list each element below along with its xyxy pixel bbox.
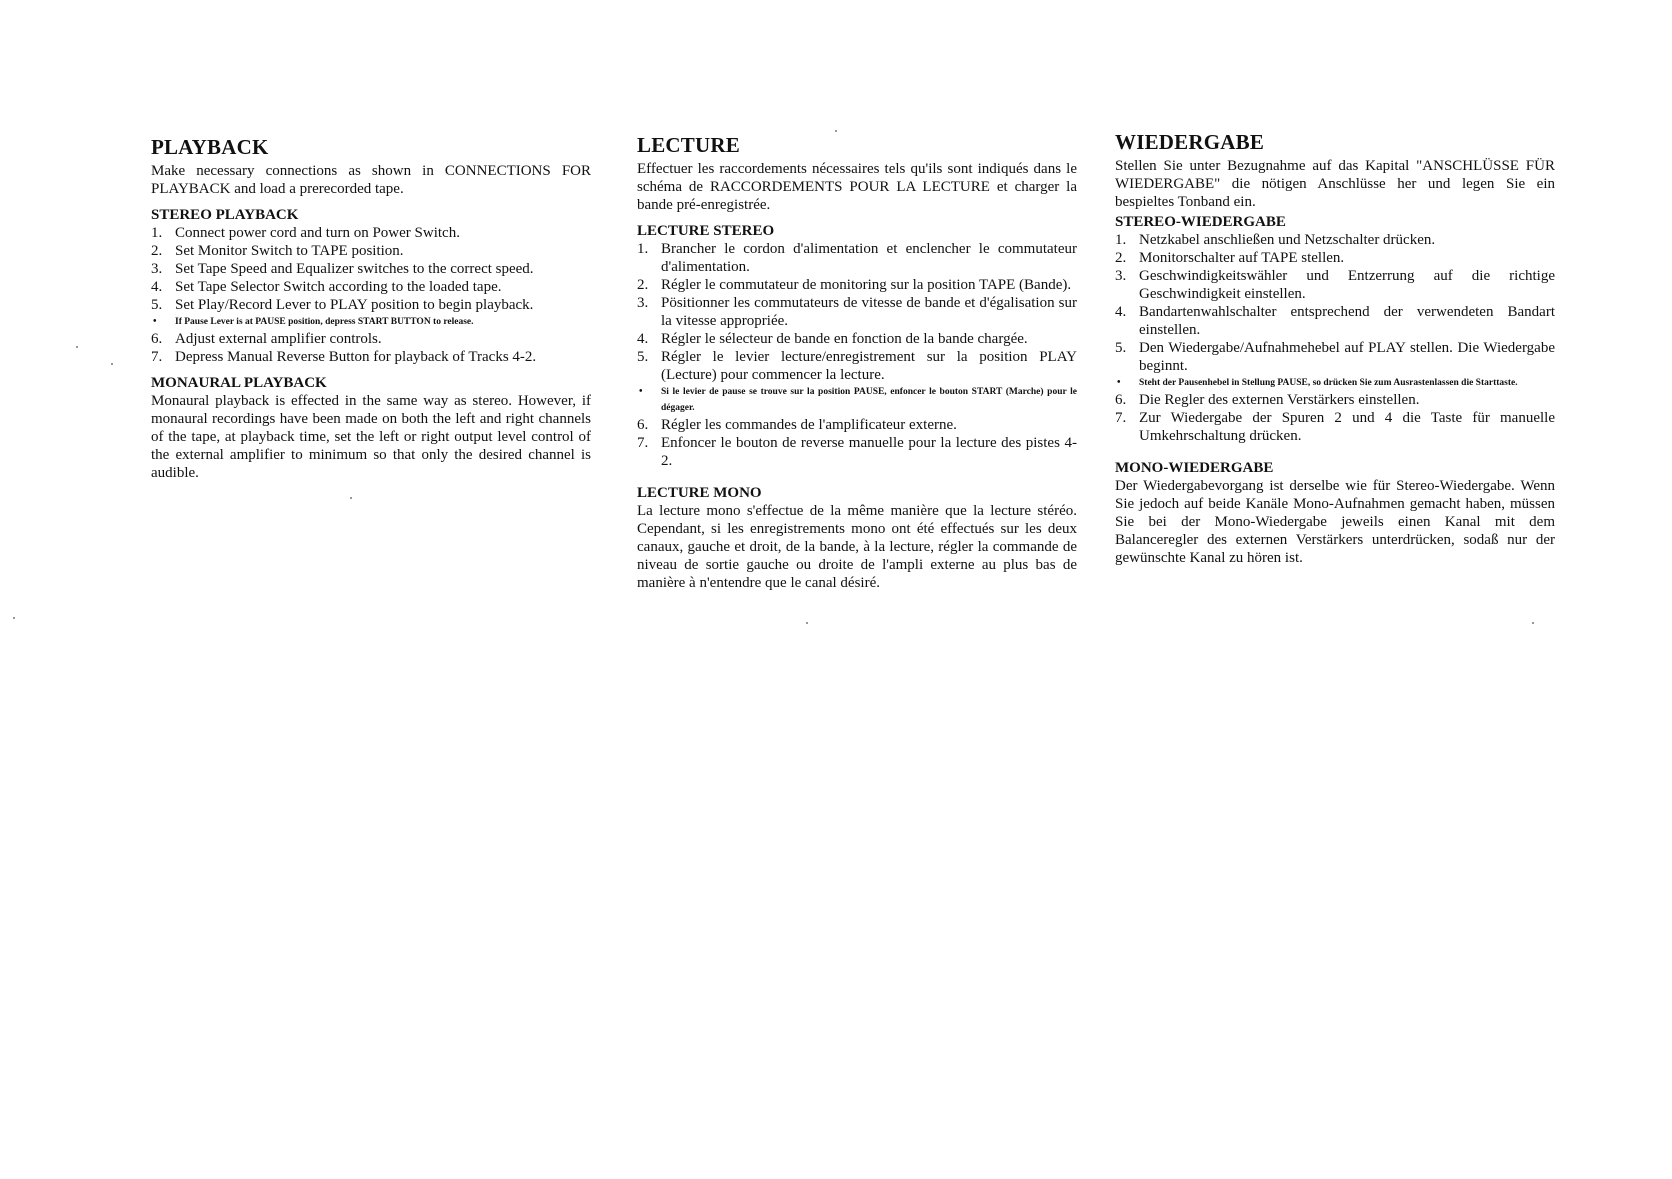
- french-step: 4. Régler le sélecteur de bande en fonction de la bande chargée.: [637, 331, 1028, 347]
- french-mono-text: La lecture mono s'effectue de la même manière que la lecture stéréo. Cependant, si les enregistrements mono ont été effectués sur les deux canaux, gauche et droit, de la bande, à la lecture, régler la commande de niveau de sortie gauche ou droite de l'ampli externe au plus bas de manière à n'entendre que le canal désiré.: [637, 503, 1077, 591]
- scan-speck: [76, 346, 78, 348]
- english-step: 2. Set Monitor Switch to TAPE position.: [151, 243, 404, 259]
- french-step: 2. Régler le commutateur de monitoring sur la position TAPE (Bande).: [637, 277, 1072, 293]
- german-steps: [1115, 231, 1555, 445]
- french-intro: Effectuer les raccordements nécessaires tels qu'ils sont indiqués dans le schéma de RACCORDEMENTS POUR LA LECTURE et charger la bande pré-enregistrée.: [637, 161, 1077, 213]
- french-step: 1. Brancher le cordon d'alimentation et enclencher le commutateur d'alimentation.: [637, 241, 1077, 275]
- english-step: 4. Set Tape Selector Switch according to the loaded tape.: [151, 279, 502, 295]
- scan-speck: [111, 363, 113, 365]
- german-step: 7. Zur Wiedergabe der Spuren 2 und 4 die Taste für manuelle Umkehrschaltung drücken.: [1115, 410, 1555, 444]
- scan-speck: [806, 622, 808, 624]
- english-title: PLAYBACK: [151, 135, 269, 159]
- german-step: 4. Bandartenwahlschalter entsprechend der verwendeten Bandart einstellen.: [1115, 304, 1555, 338]
- german-step: 3. Geschwindigkeitswähler und Entzerrung auf die richtige Geschwindigkeit einstellen.: [1115, 268, 1555, 302]
- german-stereo-heading: STEREO-WIEDERGABE: [1115, 214, 1286, 230]
- english-step: 7. Depress Manual Reverse Button for playback of Tracks 4-2.: [151, 349, 537, 365]
- english-pause-note: • If Pause Lever is at PAUSE position, depress START BUTTON to release.: [153, 316, 474, 327]
- german-step: 1. Netzkabel anschließen und Netzschalter drücken.: [1115, 232, 1436, 248]
- german-step: 2. Monitorschalter auf TAPE stellen.: [1115, 250, 1345, 266]
- french-step: 7. Enfoncer le bouton de reverse manuelle pour la lecture des pistes 4-2.: [637, 435, 1077, 469]
- french-stereo-heading: LECTURE STEREO: [637, 223, 775, 239]
- english-steps: [151, 224, 591, 366]
- french-step: 6. Régler les commandes de l'amplificateur externe.: [637, 417, 957, 433]
- english-mono-text: Monaural playback is effected in the same way as stereo. However, if monaural recordings have been made on both the left and right channels of the tape, at playback time, set the left or right output level control of the external amplifier to minimum so that only the desired channel is audible.: [151, 393, 591, 481]
- german-step: 6. Die Regler des externen Verstärkers einstellen.: [1115, 392, 1420, 408]
- french-step: 5. Régler le levier lecture/enregistrement sur la position PLAY (Lecture) pour commencer la lecture.: [637, 349, 1077, 383]
- english-step: 6. Adjust external amplifier controls.: [151, 331, 382, 347]
- english-intro: Make necessary connections as shown in CONNECTIONS FOR PLAYBACK and load a prerecorded tape.: [151, 163, 591, 197]
- english-step: 5. Set Play/Record Lever to PLAY position to begin playback.: [151, 297, 534, 313]
- german-mono-text: Der Wiedergabevorgang ist derselbe wie für Stereo-Wiedergabe. Wenn Sie jedoch auf beide Kanäle Mono-Aufnahmen gemacht haben, müssen Sie bei der Mono-Wiedergabe jeweils einen Kanal mit dem Balanceregler des externen Verstärkers unterdrücken, sodaß nur der gewünschte Kanal zu hören ist.: [1115, 478, 1555, 566]
- english-step: 1. Connect power cord and turn on Power Switch.: [151, 225, 460, 241]
- scan-speck: [350, 497, 352, 499]
- french-mono-heading: LECTURE MONO: [637, 485, 762, 501]
- german-column: [1115, 131, 1555, 567]
- french-steps: [637, 240, 1077, 470]
- english-mono-heading: MONAURAL PLAYBACK: [151, 375, 327, 391]
- scan-speck: [1532, 622, 1534, 624]
- german-title: WIEDERGABE: [1115, 130, 1265, 154]
- german-intro: Stellen Sie unter Bezugnahme auf das Kapital "ANSCHLÜSSE FÜR WIEDERGABE" die nötigen Anschlüsse her und legen Sie ein bespieltes Tonband ein.: [1115, 158, 1555, 210]
- german-mono-heading: MONO-WIEDERGABE: [1115, 460, 1274, 476]
- german-pause-note: • Steht der Pausenhebel in Stellung PAUSE, so drücken Sie zum Ausrastenlassen die Starttaste.: [1117, 377, 1518, 388]
- french-step: 3. Pösitionner les commutateurs de vitesse de bande et d'égalisation sur la vitesse appropriée.: [637, 295, 1077, 329]
- english-column: [151, 136, 591, 482]
- french-title: LECTURE: [637, 133, 740, 157]
- english-stereo-heading: STEREO PLAYBACK: [151, 207, 299, 223]
- german-step: 5. Den Wiedergabe/Aufnahmehebel auf PLAY stellen. Die Wiedergabe beginnt.: [1115, 340, 1555, 374]
- scan-speck: [13, 617, 15, 619]
- french-pause-note: • Si le levier de pause se trouve sur la position PAUSE, enfoncer le bouton START (Marche) pour le dégager.: [639, 386, 1077, 413]
- french-column: [637, 134, 1077, 592]
- scan-speck: [835, 130, 837, 132]
- english-step: 3. Set Tape Speed and Equalizer switches to the correct speed.: [151, 261, 534, 277]
